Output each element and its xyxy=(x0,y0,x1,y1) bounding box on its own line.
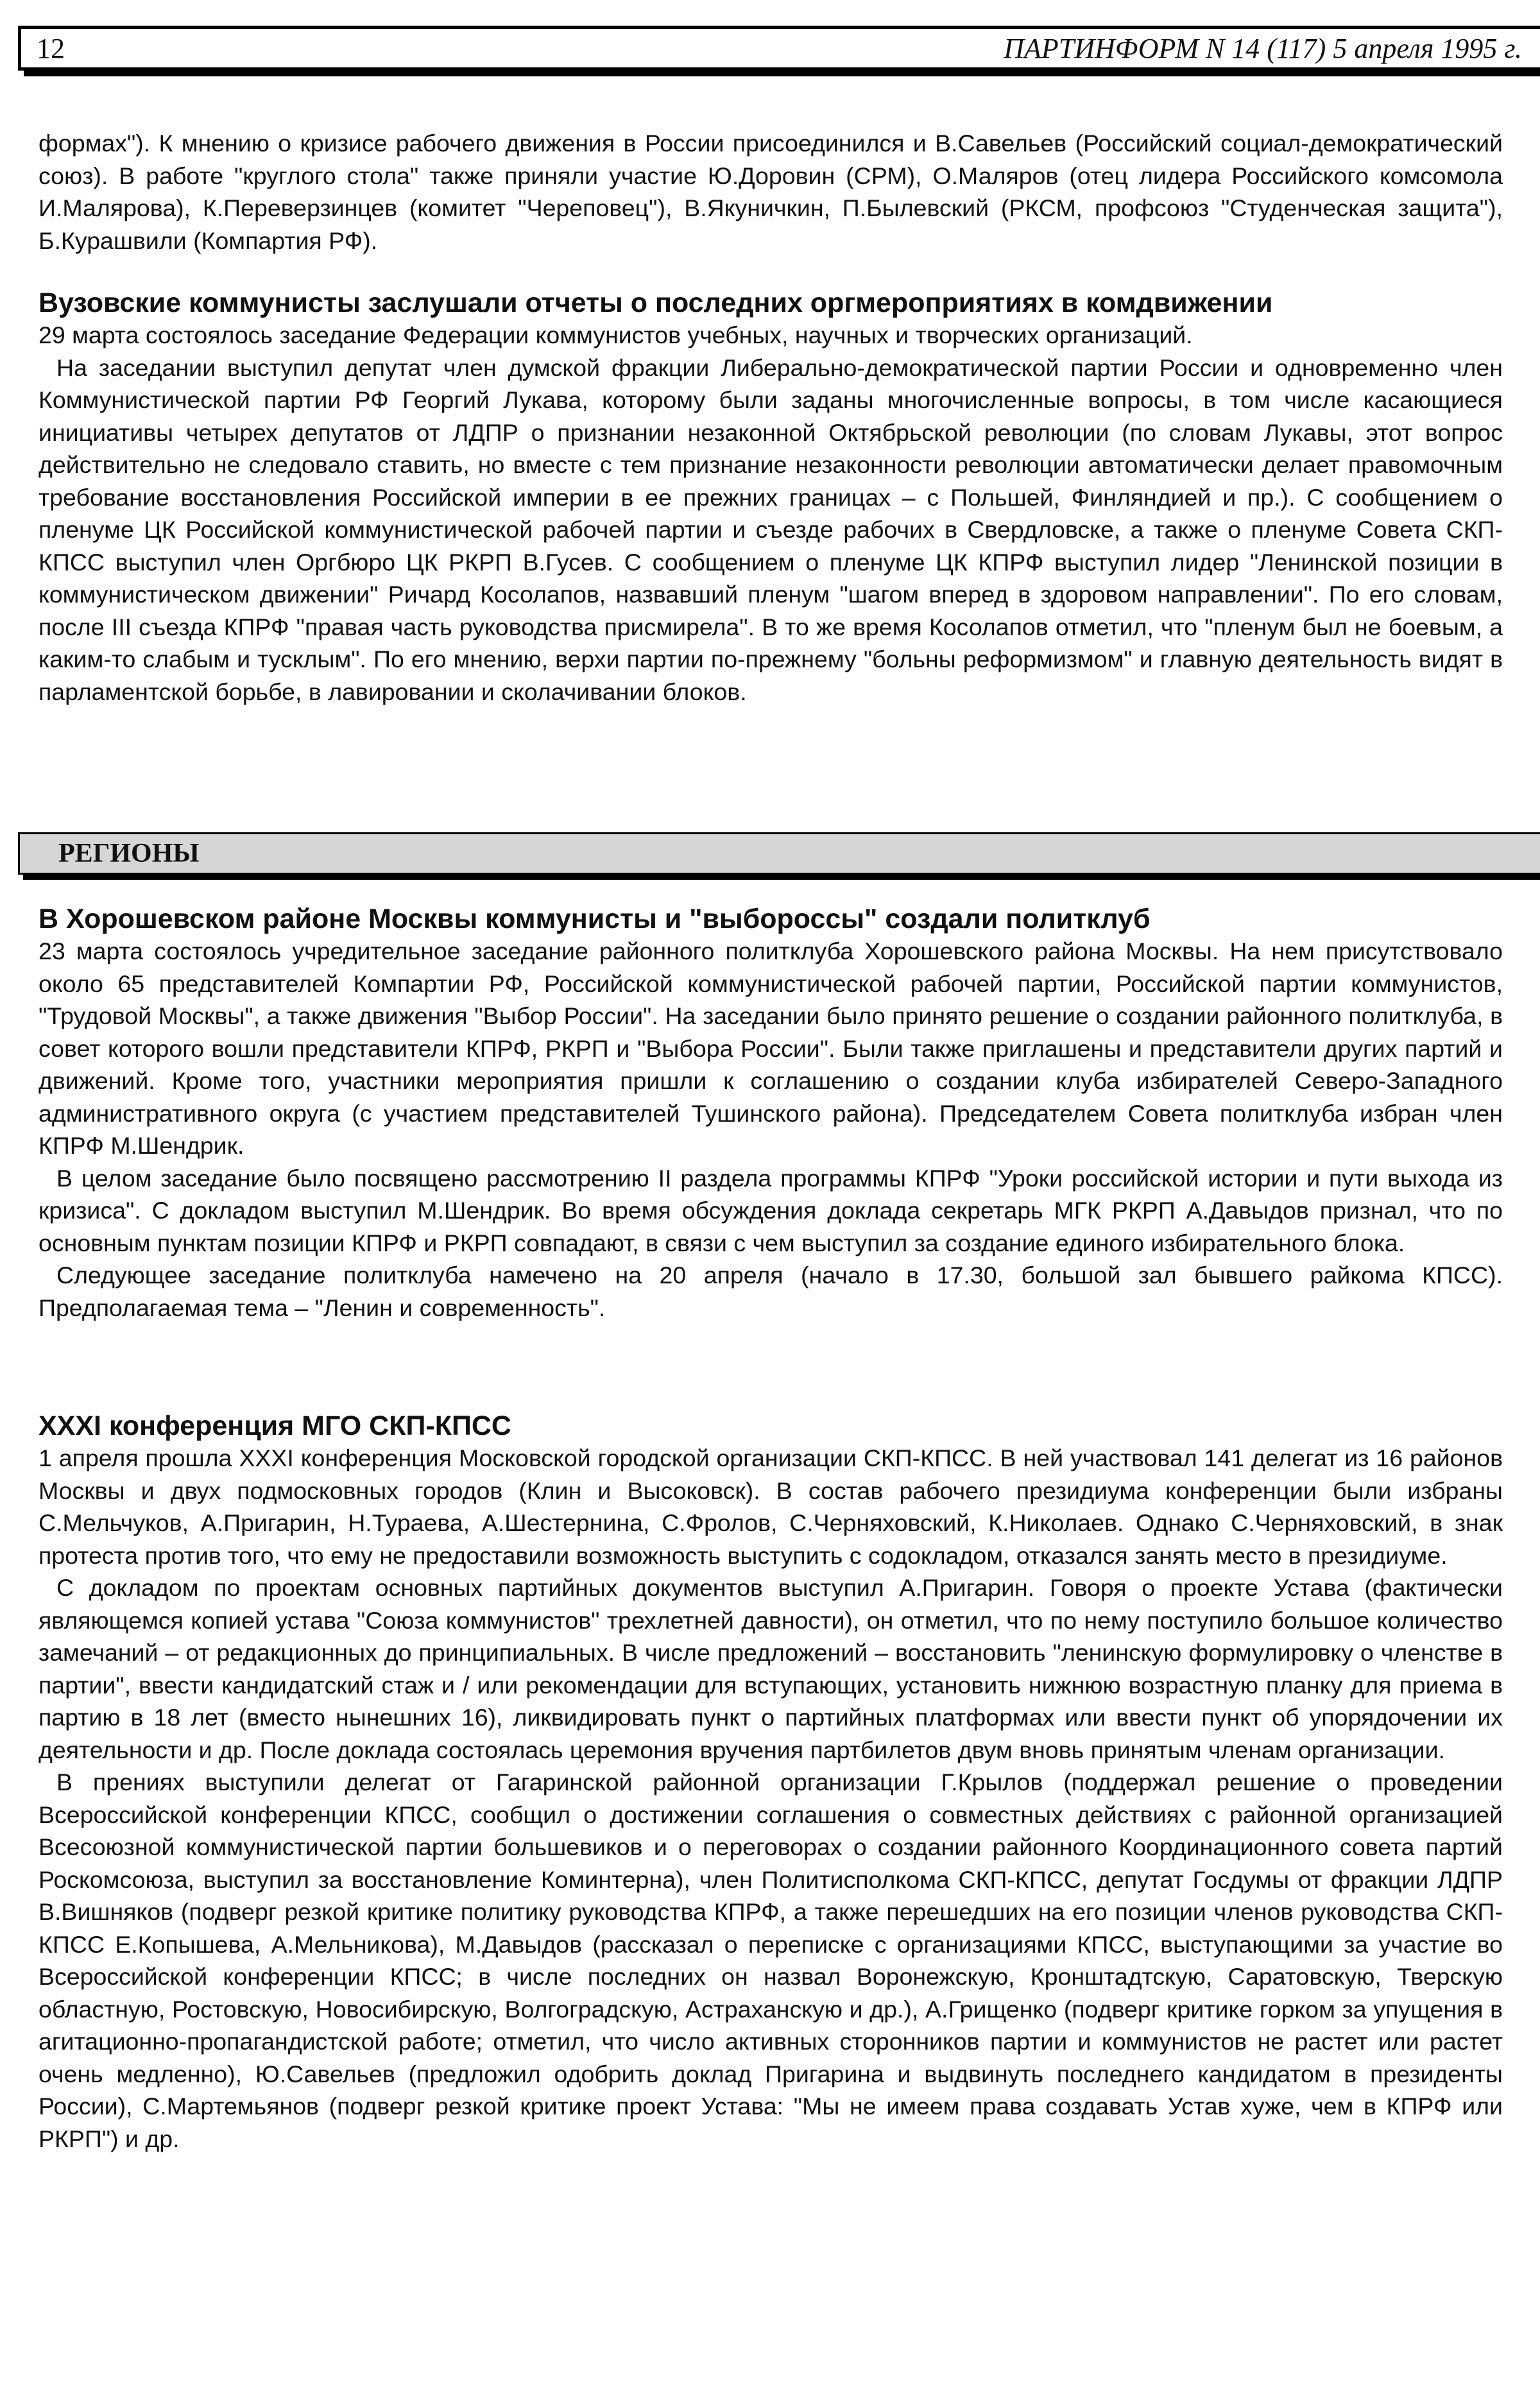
article-3-paragraph: В прениях выступили делегат от Гагаринской районной организации Г.Крылов (поддержал решение о проведении Всероссийской конференции КПСС, сообщил о достижении соглашения о совместных действиях с районной организацией Всесоюзной коммунистической партии большевиков и о переговорах о создании районного Координационного совета партий Роскомсоюза, выступил за восстановление Коминтерна), член Политисполкома СКП-КПСС, депутат Госдумы от фракции ЛДПР В.Вишняков (подверг резкой критике политику руководства КПРФ, а также перешедших на его позиции членов руководства СКП-КПСС Е.Копышева, А.Мельникова), М.Давыдов (рассказал о переписке с организациями КПСС, выступающими за участие во Всероссийской конференции КПСС; в числе последних он назвал Воронежскую, Кронштадтскую, Саратовскую, Тверскую областную, Ростовскую, Новосибирскую, Волгоградскую, Астраханскую и др.), А.Грищенко (подверг критике горком за упущения в агитационно-пропагандистской работе; отметил, что число активных сторонников партии и коммунистов не растет или растет очень медленно), Ю.Савельев (предложил одобрить доклад Пригарина и выдвинуть последнего кандидатом в президенты России), С.Мартемьянов (подверг резкой критике проект Устава: "Мы не имеем права создавать Устав хуже, чем в КПРФ или РКРП") и др. xyxy=(38,1769,1503,2152)
article-3-title: XXXI конференция МГО СКП-КПСС xyxy=(38,1410,511,1441)
section-title: РЕГИОНЫ xyxy=(58,839,200,868)
article-3-paragraph: С докладом по проектам основных партийных документов выступил А.Пригарин. Говоря о проекте Устава (фактически являющемся копией устава "Союза коммунистов" трехлетней давности), он отметил, что по нему поступило большое количество замечаний – от редакционных до принципиальных. В числе предложений – восстановить "ленинскую формулировку о членстве в партии", ввести кандидатский стаж и / или рекомендации для вступающих, установить нижнюю возрастную планку для приема в партию в 18 лет (вместо нынешних 16), ликвидировать пункт о партийных платформах или ввести пункт об упорядочении их деятельности и др. После доклада состоялась церемония вручения партбилетов двум вновь принятым членам организации. xyxy=(38,1574,1503,1763)
section-header xyxy=(18,832,1540,875)
article-1 xyxy=(38,287,1503,708)
intro-paragraph: формах"). К мнению о кризисе рабочего движения в России присоединился и В.Савельев (Российский социал-демократический союз). В работе "круглого стола" также приняли участие Ю.Доровин (СРМ), О.Маляров (отец лидера Российского комсомола И.Малярова), К.Переверзинцев (комитет "Череповец"), В.Якуничкин, П.Былевский (РКСМ, профсоюз "Студенческая защита"), Б.Курашвили (Компартия РФ). xyxy=(38,130,1503,254)
article-2 xyxy=(38,903,1503,1324)
article-3 xyxy=(38,1410,1503,2155)
article-1-paragraph: 29 марта состоялось заседание Федерации коммунистов учебных, научных и творческих организаций. xyxy=(38,321,1193,348)
article-2-paragraph: Следующее заседание политклуба намечено на 20 апреля (начало в 17.30, большой зал бывшего райкома КПСС). Предполагаемая тема – "Ленин и современность". xyxy=(38,1262,1503,1321)
article-2-paragraph: В целом заседание было посвящено рассмотрению II раздела программы КПРФ "Уроки российской истории и пути выхода из кризиса". С докладом выступил М.Шендрик. Во время обсуждения доклада секретарь МГК РКРП А.Давыдов признал, что по основным пунктам позиции КПРФ и РКРП совпадают, в связи с чем выступил за создание единого избирательного блока. xyxy=(38,1164,1503,1256)
article-2-paragraph: 23 марта состоялось учредительное заседание районного политклуба Хорошевского района Москвы. На нем присутствовало около 65 представителей Компартии РФ, Российской коммунистической рабочей партии, Российской партии коммунистов, "Трудовой Москвы", а также движения "Выбор России". На заседании было принято решение о создании районного политклуба, в совет которого вошли представители КПРФ, РКРП и "Выбора России". Были также приглашены и представители других партий и движений. Кроме того, участники мероприятия пришли к соглашению о создании клуба избирателей Северо-Западного административного округа (с участием представителей Тушинского района). Председателем Совета политклуба избран член КПРФ М.Шендрик. xyxy=(38,938,1503,1159)
page-header xyxy=(18,26,1540,71)
article-1-title: Вузовские коммунисты заслушали отчеты о последних оргмероприятиях в комдвижении xyxy=(38,287,1273,318)
article-1-paragraph: На заседании выступил депутат член думской фракции Либерально-демократической партии России и одновременно член Коммунистической партии РФ Георгий Лукава, которому были заданы многочисленные вопросы, в том числе касающиеся инициативы четырех депутатов от ЛДПР о признании незаконной Октябрьской революции (по словам Лукавы, этот вопрос действительно не следовало ставить, но вместе с тем признание незаконности революции автоматически делает правомочным требование восстановления Российской империи в ее прежних границах – с Польшей, Финляндией и пр.). С сообщением о пленуме ЦК Российской коммунистической рабочей партии и съезде рабочих в Свердловске, а также о пленуме Совета СКП-КПСС выступил член Оргбюро ЦК РКРП В.Гусев. С сообщением о пленуме ЦК КПРФ выступил лидер "Ленинской позиции в коммунистическом движении" Ричард Косолапов, назвавший пленум "шагом вперед в здоровом направлении". По его словам, после III съезда КПРФ "правая часть руководства присмирела". В то же время Косолапов отметил, что "пленум был не боевым, а каким-то слабым и тусклым". По его мнению, верхи партии по-прежнему "больны реформизмом" и главную деятельность видят в парламентской борьбе, в лавировании и сколачивании блоков. xyxy=(38,354,1503,705)
article-3-paragraph: 1 апреля прошла XXXI конференция Московской городской организации СКП-КПСС. В ней участвовал 141 делегат из 16 районов Москвы и двух подмосковных городов (Клин и Высоковск). В состав рабочего президиума конференции были избраны С.Мельчуков, А.Пригарин, Н.Тураева, А.Шестернина, С.Фролов, С.Черняховский, К.Николаев. Однако С.Черняховский, в знак протеста против того, что ему не предоставили возможность выступить с содокладом, отказался занять место в президиуме. xyxy=(38,1444,1503,1569)
page-number: 12 xyxy=(37,32,65,64)
intro-block xyxy=(38,127,1503,257)
issue-info: ПАРТИНФОРМ N 14 (117) 5 апреля 1995 г. xyxy=(1004,32,1522,64)
article-2-title: В Хорошевском районе Москвы коммунисты и "выбороссы" создали политклуб xyxy=(38,904,1151,934)
